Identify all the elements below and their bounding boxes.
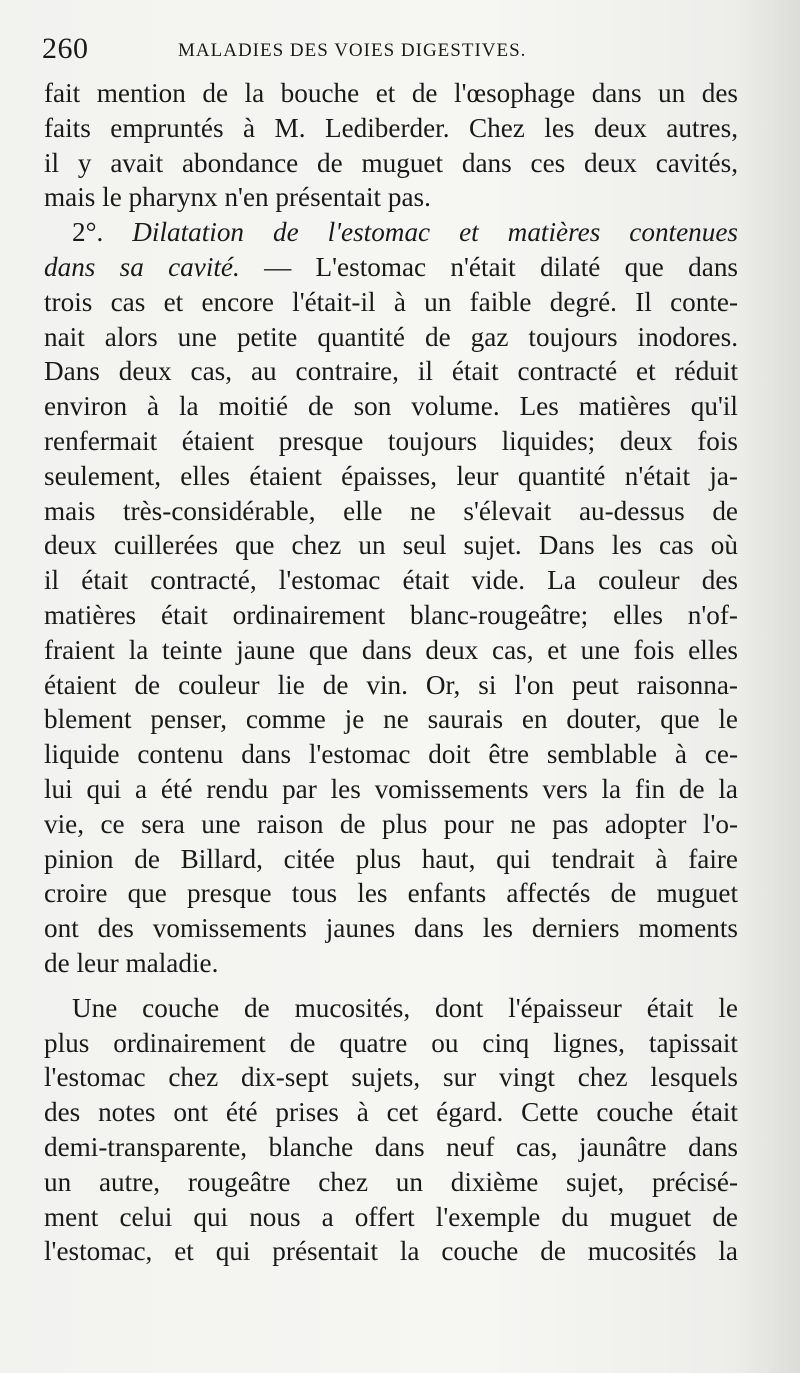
section-title-continued: dans sa cavité. — [44, 251, 240, 282]
text-line: faits empruntés à M. Lediberder. Chez les deux autres, — [44, 112, 738, 143]
text-line: mais le pharynx n'en présentait pas. — [44, 182, 431, 213]
running-head: MALADIES DES VOIES DIGESTIVES. — [178, 40, 527, 61]
text-line: pinion de Billard, citée plus haut, qui tendrait à faire — [44, 843, 738, 874]
section-heading-line — [44, 215, 738, 250]
text-line: croire que presque tous les enfants affectés de muguet — [44, 878, 738, 909]
text-line: l'estomac chez dix-sept sujets, sur vingt chez lesquels — [44, 1062, 738, 1093]
text-line: lui qui a été rendu par les vomissements vers la fin de la — [44, 773, 738, 804]
text-line: seulement, elles étaient épaisses, leur quantité n'était ja- — [44, 460, 738, 491]
text-line: de leur maladie. — [44, 947, 219, 978]
text-line: il était contracté, l'estomac était vide. La couleur des — [44, 565, 738, 596]
text-line: il y avait abondance de muguet dans ces deux cavités, — [44, 147, 738, 178]
text-line: matières était ordinairement blanc-rougeâtre; elles n'of- — [44, 599, 738, 630]
text-line: trois cas et encore l'était-il à un faible degré. Il conte- — [44, 286, 738, 317]
text-line: blement penser, comme je ne saurais en douter, que le — [44, 704, 738, 735]
page-number: 260 — [42, 32, 89, 65]
text-line: environ à la moitié de son volume. Les matières qu'il — [44, 391, 738, 422]
text-line: mais très-considérable, elle ne s'élevait au-dessus de — [44, 495, 738, 526]
section-title: Dilatation de l'estomac et matières contenues — [132, 217, 738, 248]
section-number: 2°. — [72, 217, 104, 248]
text-line: liquide contenu dans l'estomac doit être semblable à ce- — [44, 739, 738, 770]
text-line: vie, ce sera une raison de plus pour ne pas adopter l'o- — [44, 808, 738, 839]
text-line: plus ordinairement de quatre ou cinq lignes, tapissait — [44, 1027, 738, 1058]
text-line: demi-transparente, blanche dans neuf cas, jaunâtre dans — [44, 1131, 738, 1162]
text-line: des notes ont été prises à cet égard. Cette couche était — [44, 1097, 738, 1128]
text-line: ont des vomissements jaunes dans les derniers moments — [44, 913, 738, 944]
text-line: fait mention de la bouche et de l'œsophage dans un des — [44, 78, 738, 108]
section-lead-text: — L'estomac n'était dilaté que dans — [264, 251, 738, 282]
section-heading-line — [44, 250, 738, 285]
text-line: renfermait étaient presque toujours liquides; deux fois — [44, 425, 738, 456]
text-line: l'estomac, et qui présentait la couche de mucosités la — [44, 1236, 738, 1267]
text-line: nait alors une petite quantité de gaz toujours inodores. — [44, 321, 738, 352]
text-line: fraient la teinte jaune que dans deux cas, et une fois elles — [44, 634, 738, 665]
text-line: ment celui qui nous a offert l'exemple du muguet de — [44, 1201, 738, 1232]
text-line: étaient de couleur lie de vin. Or, si l'on peut raisonna- — [44, 669, 738, 700]
text-line: Une couche de mucosités, dont l'épaisseur était le — [72, 992, 738, 1023]
text-line: Dans deux cas, au contraire, il était contracté et réduit — [44, 356, 738, 387]
page-header — [42, 32, 742, 72]
text-line: deux cuillerées que chez un seul sujet. Dans les cas où — [44, 530, 738, 561]
body-text — [44, 76, 738, 1269]
text-line: un autre, rougeâtre chez un dixième sujet, précisé- — [44, 1166, 738, 1197]
